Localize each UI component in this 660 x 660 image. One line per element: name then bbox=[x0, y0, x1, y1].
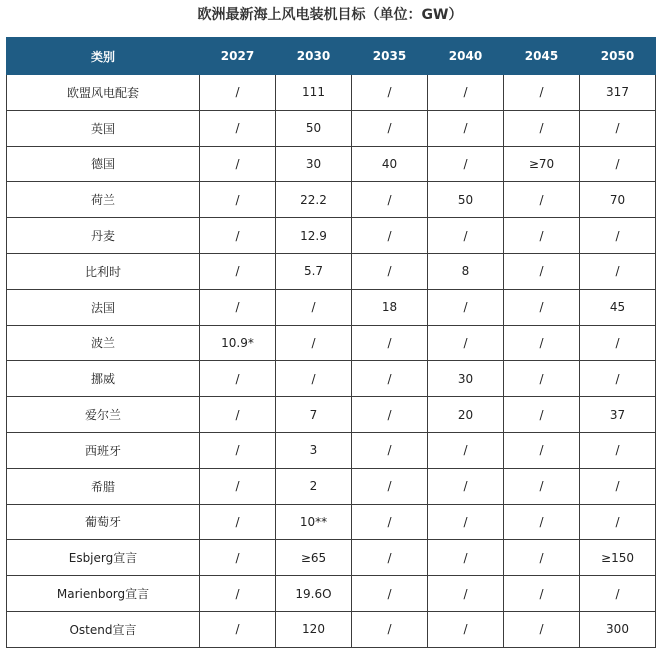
value-cell-2030: 22.2 bbox=[276, 182, 352, 218]
value-cell-2035: 18 bbox=[352, 289, 428, 325]
value-cell-2040: / bbox=[428, 146, 504, 182]
header-cell-2030: 2030 bbox=[276, 38, 352, 75]
value-cell-2027: / bbox=[200, 576, 276, 612]
value-cell-2040: / bbox=[428, 110, 504, 146]
table-row bbox=[7, 611, 656, 647]
value-cell-2035: / bbox=[352, 540, 428, 576]
value-cell-2050: 45 bbox=[580, 289, 656, 325]
header-cell-2050: 2050 bbox=[580, 38, 656, 75]
value-cell-2040: / bbox=[428, 432, 504, 468]
value-cell-2040: 20 bbox=[428, 397, 504, 433]
value-cell-2045: / bbox=[504, 75, 580, 111]
value-cell-2050: / bbox=[580, 218, 656, 254]
header-cell-2045: 2045 bbox=[504, 38, 580, 75]
value-cell-2045: / bbox=[504, 218, 580, 254]
header-cell-2027: 2027 bbox=[200, 38, 276, 75]
header-cell-category: 类别 bbox=[7, 38, 200, 75]
value-cell-2050: 37 bbox=[580, 397, 656, 433]
row-category-cell: 德国 bbox=[7, 146, 200, 182]
table-row bbox=[7, 504, 656, 540]
value-cell-2035: 40 bbox=[352, 146, 428, 182]
value-cell-2040: / bbox=[428, 325, 504, 361]
value-cell-2045: / bbox=[504, 110, 580, 146]
table-row bbox=[7, 325, 656, 361]
value-cell-2050: / bbox=[580, 432, 656, 468]
value-cell-2035: / bbox=[352, 325, 428, 361]
table-row bbox=[7, 361, 656, 397]
value-cell-2045: ≥70 bbox=[504, 146, 580, 182]
value-cell-2045: / bbox=[504, 182, 580, 218]
value-cell-2027: / bbox=[200, 540, 276, 576]
value-cell-2040: / bbox=[428, 218, 504, 254]
value-cell-2050: / bbox=[580, 576, 656, 612]
value-cell-2027: / bbox=[200, 146, 276, 182]
value-cell-2030: / bbox=[276, 325, 352, 361]
value-cell-2030: / bbox=[276, 289, 352, 325]
row-category-cell: 葡萄牙 bbox=[7, 504, 200, 540]
table-row bbox=[7, 218, 656, 254]
value-cell-2045: / bbox=[504, 540, 580, 576]
table-row bbox=[7, 468, 656, 504]
value-cell-2050: / bbox=[580, 110, 656, 146]
value-cell-2040: / bbox=[428, 576, 504, 612]
value-cell-2030: 111 bbox=[276, 75, 352, 111]
value-cell-2035: / bbox=[352, 611, 428, 647]
value-cell-2050: 300 bbox=[580, 611, 656, 647]
value-cell-2027: / bbox=[200, 253, 276, 289]
value-cell-2027: / bbox=[200, 218, 276, 254]
value-cell-2040: 50 bbox=[428, 182, 504, 218]
value-cell-2027: / bbox=[200, 110, 276, 146]
value-cell-2045: / bbox=[504, 325, 580, 361]
value-cell-2045: / bbox=[504, 468, 580, 504]
row-category-cell: 英国 bbox=[7, 110, 200, 146]
table-row bbox=[7, 432, 656, 468]
row-category-cell: 欧盟风电配套 bbox=[7, 75, 200, 111]
value-cell-2045: / bbox=[504, 253, 580, 289]
value-cell-2045: / bbox=[504, 611, 580, 647]
value-cell-2035: / bbox=[352, 397, 428, 433]
value-cell-2040: / bbox=[428, 468, 504, 504]
value-cell-2030: 3 bbox=[276, 432, 352, 468]
value-cell-2040: / bbox=[428, 289, 504, 325]
value-cell-2035: / bbox=[352, 218, 428, 254]
table-row bbox=[7, 253, 656, 289]
value-cell-2030: 10** bbox=[276, 504, 352, 540]
row-category-cell: 西班牙 bbox=[7, 432, 200, 468]
value-cell-2027: / bbox=[200, 611, 276, 647]
value-cell-2035: / bbox=[352, 361, 428, 397]
value-cell-2027: / bbox=[200, 432, 276, 468]
row-category-cell: Ostend宣言 bbox=[7, 611, 200, 647]
table-row bbox=[7, 397, 656, 433]
table-row bbox=[7, 540, 656, 576]
value-cell-2050: / bbox=[580, 146, 656, 182]
value-cell-2027: / bbox=[200, 504, 276, 540]
value-cell-2027: / bbox=[200, 289, 276, 325]
header-row bbox=[7, 38, 656, 75]
value-cell-2050: / bbox=[580, 361, 656, 397]
value-cell-2035: / bbox=[352, 110, 428, 146]
table-row bbox=[7, 576, 656, 612]
value-cell-2045: / bbox=[504, 432, 580, 468]
value-cell-2030: 7 bbox=[276, 397, 352, 433]
value-cell-2030: 50 bbox=[276, 110, 352, 146]
value-cell-2050: 70 bbox=[580, 182, 656, 218]
value-cell-2050: 317 bbox=[580, 75, 656, 111]
value-cell-2030: ≥65 bbox=[276, 540, 352, 576]
table-row bbox=[7, 146, 656, 182]
table-row bbox=[7, 75, 656, 111]
table-row bbox=[7, 110, 656, 146]
value-cell-2040: / bbox=[428, 611, 504, 647]
value-cell-2045: / bbox=[504, 576, 580, 612]
row-category-cell: Marienborg宣言 bbox=[7, 576, 200, 612]
value-cell-2035: / bbox=[352, 576, 428, 612]
value-cell-2050: / bbox=[580, 468, 656, 504]
offshore-wind-targets-table bbox=[6, 37, 656, 648]
value-cell-2040: 30 bbox=[428, 361, 504, 397]
value-cell-2027: 10.9* bbox=[200, 325, 276, 361]
value-cell-2050: / bbox=[580, 504, 656, 540]
value-cell-2045: / bbox=[504, 289, 580, 325]
value-cell-2050: ≥150 bbox=[580, 540, 656, 576]
row-category-cell: 希腊 bbox=[7, 468, 200, 504]
value-cell-2030: 120 bbox=[276, 611, 352, 647]
value-cell-2027: / bbox=[200, 182, 276, 218]
value-cell-2035: / bbox=[352, 182, 428, 218]
value-cell-2030: 2 bbox=[276, 468, 352, 504]
header-cell-2040: 2040 bbox=[428, 38, 504, 75]
table-row bbox=[7, 289, 656, 325]
value-cell-2030: / bbox=[276, 361, 352, 397]
row-category-cell: 挪威 bbox=[7, 361, 200, 397]
value-cell-2050: / bbox=[580, 325, 656, 361]
value-cell-2027: / bbox=[200, 468, 276, 504]
value-cell-2045: / bbox=[504, 504, 580, 540]
value-cell-2030: 5.7 bbox=[276, 253, 352, 289]
value-cell-2027: / bbox=[200, 75, 276, 111]
value-cell-2035: / bbox=[352, 468, 428, 504]
table-body bbox=[7, 75, 656, 648]
table-title: 欧洲最新海上风电装机目标（单位：GW） bbox=[197, 7, 463, 23]
row-category-cell: 爱尔兰 bbox=[7, 397, 200, 433]
value-cell-2040: / bbox=[428, 540, 504, 576]
value-cell-2027: / bbox=[200, 397, 276, 433]
value-cell-2040: / bbox=[428, 504, 504, 540]
value-cell-2050: / bbox=[580, 253, 656, 289]
row-category-cell: 荷兰 bbox=[7, 182, 200, 218]
row-category-cell: Esbjerg宣言 bbox=[7, 540, 200, 576]
value-cell-2035: / bbox=[352, 253, 428, 289]
value-cell-2045: / bbox=[504, 397, 580, 433]
value-cell-2040: 8 bbox=[428, 253, 504, 289]
value-cell-2035: / bbox=[352, 504, 428, 540]
value-cell-2030: 19.6O bbox=[276, 576, 352, 612]
row-category-cell: 波兰 bbox=[7, 325, 200, 361]
value-cell-2045: / bbox=[504, 361, 580, 397]
value-cell-2030: 30 bbox=[276, 146, 352, 182]
row-category-cell: 法国 bbox=[7, 289, 200, 325]
row-category-cell: 比利时 bbox=[7, 253, 200, 289]
table-row bbox=[7, 182, 656, 218]
value-cell-2030: 12.9 bbox=[276, 218, 352, 254]
header-cell-2035: 2035 bbox=[352, 38, 428, 75]
value-cell-2040: / bbox=[428, 75, 504, 111]
value-cell-2027: / bbox=[200, 361, 276, 397]
value-cell-2035: / bbox=[352, 75, 428, 111]
row-category-cell: 丹麦 bbox=[7, 218, 200, 254]
value-cell-2035: / bbox=[352, 432, 428, 468]
